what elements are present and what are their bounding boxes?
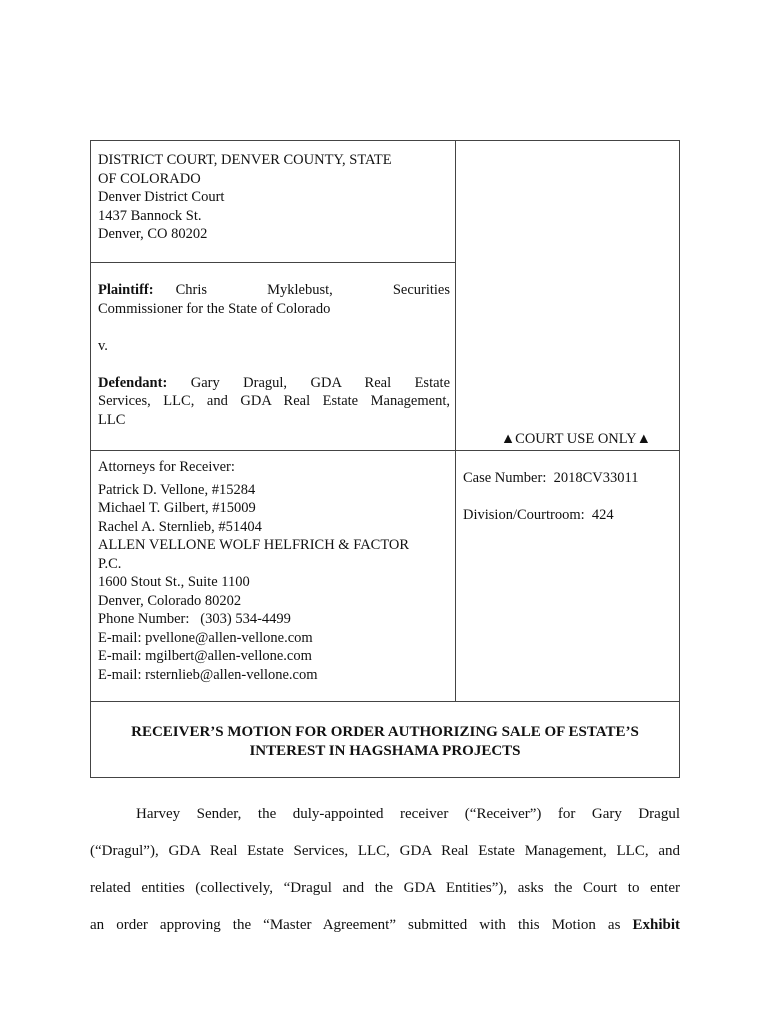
attorney-line: Patrick D. Vellone, #15284 [98, 481, 256, 498]
motion-title [91, 701, 679, 779]
caption-divider-vertical [455, 141, 456, 701]
body-line1 [90, 796, 680, 833]
caption-divider-court [91, 262, 455, 263]
court-name-line1: DISTRICT COURT, DENVER COUNTY, STATE [98, 152, 392, 168]
attorneys-heading: Attorneys for Receiver: [98, 459, 235, 475]
email-line: E-mail: rsternlieb@allen-vellone.com [98, 666, 318, 683]
court-use-only-label: ▲COURT USE ONLY▲ [500, 431, 651, 447]
email-line: E-mail: mgilbert@allen-vellone.com [98, 648, 312, 664]
case-number: Case Number: 2018CV33011 [463, 470, 639, 486]
firm-name: ALLEN VELLONE WOLF HELFRICH & FACTOR [98, 537, 410, 553]
body-line3: related entities (collectively, “Dragul and the GDA Entities”), asks the Court to enter [90, 880, 680, 896]
motion-title-line1: RECEIVER’S MOTION FOR ORDER AUTHORIZING SALE OF ESTATE’S [131, 724, 639, 740]
parties-block [98, 281, 450, 429]
plaintiff-line1 [98, 281, 450, 300]
case-caption-table [90, 140, 680, 778]
court-street: 1437 Bannock St. [98, 207, 202, 224]
body-line2: (“Dragul”), GDA Real Estate Services, LLC, GDA Real Estate Management, LLC, and [90, 843, 680, 859]
plaintiff-line2: Commissioner for the State of Colorado [98, 300, 331, 317]
exhibit-reference: Exhibit [632, 917, 681, 933]
body-line1-text: Harvey Sender, the duly-appointed receiver (“Receiver”) for Gary Dragul [136, 806, 680, 822]
defendant-line3: LLC [98, 411, 126, 428]
defendant-line2: Services, LLC, and GDA Real Estate Management, [98, 393, 450, 409]
defendant-label: Defendant: [98, 374, 168, 391]
court-city: Denver, CO 80202 [98, 226, 208, 242]
division-courtroom: Division/Courtroom: 424 [463, 506, 614, 523]
attorney-line: Michael T. Gilbert, #15009 [98, 500, 256, 516]
plaintiff-label: Plaintiff: [98, 282, 154, 298]
court-name-line2: OF COLORADO [98, 170, 201, 187]
plaintiff-name: Chris Myklebust, Securities [175, 282, 450, 298]
versus: v. [98, 337, 108, 354]
email-line: E-mail: pvellone@allen-vellone.com [98, 629, 313, 646]
firm-city: Denver, Colorado 80202 [98, 592, 242, 609]
attorneys-block [98, 458, 450, 684]
firm-street: 1600 Stout St., Suite 1100 [98, 574, 250, 590]
firm-suffix: P.C. [98, 555, 122, 572]
motion-title-line2: INTEREST IN HAGSHAMA PROJECTS [249, 743, 521, 759]
court-info [98, 151, 450, 244]
attorney-line: Rachel A. Sternlieb, #51404 [98, 518, 262, 535]
body-line4 [90, 907, 680, 944]
defendant-line1 [98, 374, 450, 393]
case-info [463, 469, 638, 524]
body-line4-text: an order approving the “Master Agreement” submitted with this Motion as [90, 917, 621, 933]
court-location: Denver District Court [98, 189, 225, 205]
motion-body [90, 796, 680, 944]
firm-phone: Phone Number: (303) 534-4499 [98, 611, 291, 627]
defendant-name: Gary Dragul, GDA Real Estate [190, 374, 450, 391]
caption-divider-parties [91, 450, 679, 451]
